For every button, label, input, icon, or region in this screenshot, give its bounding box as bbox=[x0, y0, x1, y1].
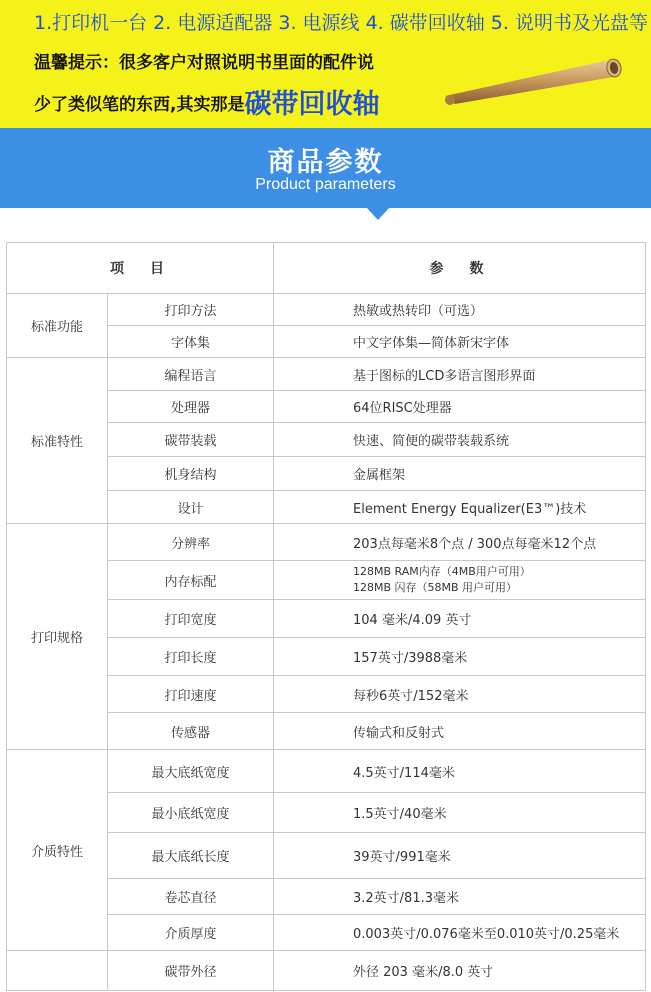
tip-text: 温馨提示：很多客户对照说明书里面的配件说 bbox=[34, 53, 374, 73]
item-label: 打印方法 bbox=[108, 294, 274, 326]
group-label: 标准功能 bbox=[7, 294, 108, 358]
item-value: 中文字体集—简体新宋字体 bbox=[274, 326, 646, 358]
parameters-table bbox=[6, 242, 646, 991]
item-label: 碳带装载 bbox=[108, 423, 274, 457]
item-label: 打印速度 bbox=[108, 676, 274, 713]
item-value: 203点每毫米8个点 / 300点每毫米12个点 bbox=[274, 524, 646, 561]
down-arrow-icon bbox=[366, 207, 390, 220]
group-label: 打印规格 bbox=[7, 524, 108, 750]
tip-highlight: 碳带回收轴 bbox=[244, 89, 380, 120]
item-label: 编程语言 bbox=[108, 358, 274, 391]
tip-text-2 bbox=[34, 82, 379, 121]
memory-flash-value: 128MB 闪存（58MB 用户可用） bbox=[353, 581, 518, 594]
table-row bbox=[7, 358, 646, 391]
tip-prefix: 少了类似笔的东西,其实那是 bbox=[34, 95, 245, 115]
item-value: 64位RISC处理器 bbox=[274, 391, 646, 423]
group-label: 介质特性 bbox=[7, 750, 108, 951]
item-value: 外径 203 毫米/8.0 英寸 bbox=[274, 951, 646, 991]
item-value: 157英寸/3988毫米 bbox=[274, 638, 646, 676]
item-value: 1.5英寸/40毫米 bbox=[274, 793, 646, 833]
section-title: 商品参数 bbox=[267, 147, 384, 178]
item-value: 快速、简便的碳带装载系统 bbox=[274, 423, 646, 457]
table-row bbox=[7, 524, 646, 561]
item-label: 字体集 bbox=[108, 326, 274, 358]
item-label: 打印长度 bbox=[108, 638, 274, 676]
group-label: 标准特性 bbox=[7, 358, 108, 524]
item-value: 每秒6英寸/152毫米 bbox=[274, 676, 646, 713]
memory-ram-value: 128MB RAM内存（4MB用户可用） bbox=[353, 565, 531, 578]
item-label: 传感器 bbox=[108, 713, 274, 750]
table-row bbox=[7, 294, 646, 326]
ribbon-core-tube-image bbox=[437, 56, 627, 106]
item-value: 传输式和反射式 bbox=[274, 713, 646, 750]
item-label: 处理器 bbox=[108, 391, 274, 423]
group-label bbox=[7, 951, 108, 991]
table-header-row bbox=[7, 243, 646, 294]
accessories-banner bbox=[0, 0, 651, 128]
section-header bbox=[0, 128, 651, 208]
column-header-item: 项 目 bbox=[7, 243, 274, 294]
item-label: 介质厚度 bbox=[108, 915, 274, 951]
item-value: 热敏或热转印（可选） bbox=[274, 294, 646, 326]
item-label: 最大底纸宽度 bbox=[108, 750, 274, 793]
table-row bbox=[7, 951, 646, 991]
item-value: Element Energy Equalizer(E3™)技术 bbox=[274, 491, 646, 524]
item-label: 设计 bbox=[108, 491, 274, 524]
table-row bbox=[7, 750, 646, 793]
item-label: 最小底纸宽度 bbox=[108, 793, 274, 833]
item-label: 最大底纸长度 bbox=[108, 833, 274, 879]
item-value: 104 毫米/4.09 英寸 bbox=[274, 600, 646, 638]
accessories-list: 1.打印机一台 2. 电源适配器 3. 电源线 4. 碳带回收轴 5. 说明书及光盘等 bbox=[34, 12, 648, 34]
item-value: 金属框架 bbox=[274, 457, 646, 491]
item-value: 基于图标的LCD多语言图形界面 bbox=[274, 358, 646, 391]
item-value: 0.003英寸/0.076毫米至0.010英寸/0.25毫米 bbox=[274, 915, 646, 951]
item-label: 内存标配 bbox=[108, 561, 274, 600]
item-label: 碳带外径 bbox=[108, 951, 274, 991]
item-value: 3.2英寸/81.3毫米 bbox=[274, 879, 646, 915]
item-label: 打印宽度 bbox=[108, 600, 274, 638]
item-label: 机身结构 bbox=[108, 457, 274, 491]
item-value: 4.5英寸/114毫米 bbox=[274, 750, 646, 793]
section-subtitle: Product parameters bbox=[255, 176, 396, 193]
column-header-param: 参 数 bbox=[274, 243, 646, 294]
item-value bbox=[274, 561, 646, 600]
item-label: 分辨率 bbox=[108, 524, 274, 561]
item-value: 39英寸/991毫米 bbox=[274, 833, 646, 879]
item-label: 卷芯直径 bbox=[108, 879, 274, 915]
